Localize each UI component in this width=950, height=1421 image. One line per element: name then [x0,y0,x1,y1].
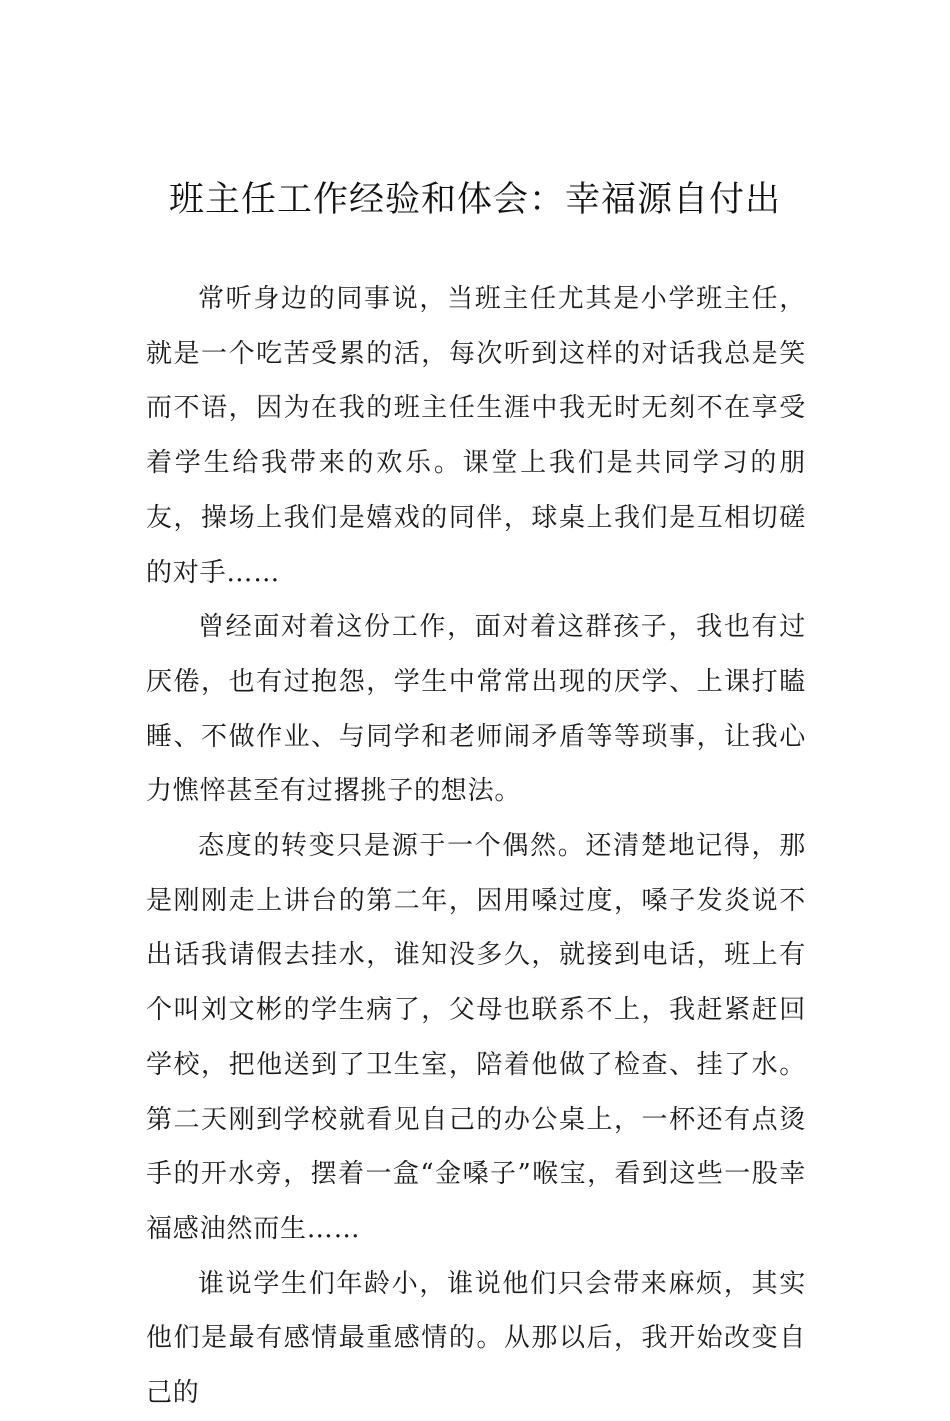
paragraph-2: 曾经面对着这份工作，面对着这群孩子，我也有过厌倦，也有过抱怨，学生中常常出现的厌学、上课打瞌睡、不做作业、与同学和老师闹矛盾等等琐事，让我心力憔悴甚至有过撂挑子的想法。 [146,612,806,807]
document-body [146,272,806,1421]
paragraph-3: 态度的转变只是源于一个偶然。还清楚地记得，那是刚刚走上讲台的第二年，因用嗓过度，嗓子发炎说不出话我请假去挂水，谁知没多久，就接到电话，班上有个叫刘文彬的学生病了，父母也联系不上，我赶紧赶回学校，把他送到了卫生室，陪着他做了检查、挂了水。第二天刚到学校就看见自己的办公桌上，一杯还有点烫手的开水旁，摆着一盒“金嗓子”喉宝，看到这些一股幸福感油然而生…… [146,831,806,1244]
paragraph-1: 常听身边的同事说，当班主任尤其是小学班主任，就是一个吃苦受累的活，每次听到这样的对话我总是笑而不语，因为在我的班主任生涯中我无时无刻不在享受着学生给我带来的欢乐。课堂上我们是共同学习的朋友，操场上我们是嬉戏的同伴，球桌上我们是互相切磋的对手…… [146,284,806,588]
document-title: 班主任工作经验和体会：幸福源自付出 [168,180,781,220]
paragraph-4: 谁说学生们年龄小，谁说他们只会带来麻烦，其实他们是最有感情最重感情的。从那以后，我开始改变自己的 [146,1268,806,1409]
